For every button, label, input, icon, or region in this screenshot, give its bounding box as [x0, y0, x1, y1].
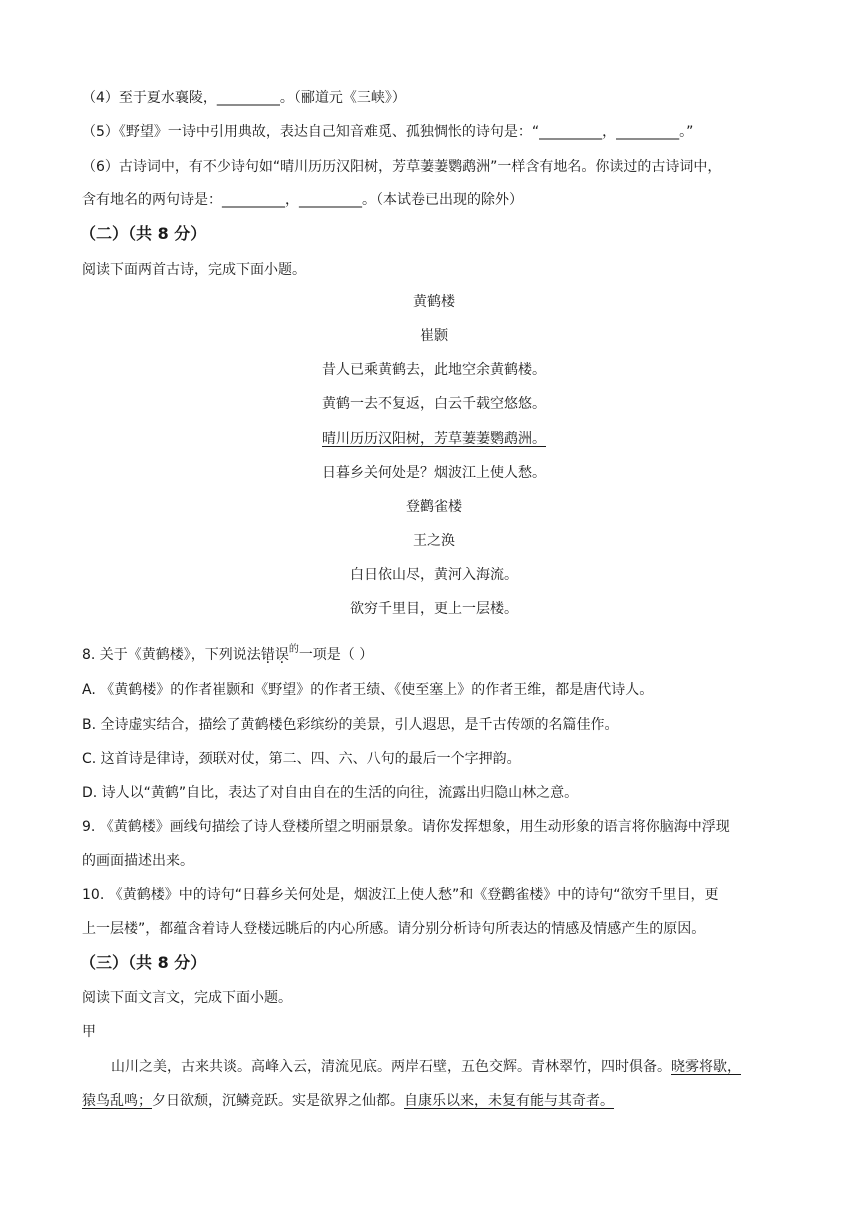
question-9-line1: 9. 《黄鹤楼》画线句描绘了诗人登楼所望之明丽景象。请你发挥想象，用生动形象的语言将你脑海中浮现 [82, 819, 730, 835]
poem1-title: 黄鹤楼 [413, 294, 455, 310]
poem1-line-underlined [0, 429, 868, 449]
fill-item-5: （5）《野望》一诗中引用典故，表达自己知音难觅、孤独惆怅的诗句是：“_________，_________。” [82, 124, 694, 140]
poem1-author: 崔颢 [420, 328, 448, 344]
poem1-line: 日暮乡关何处是？烟波江上使人愁。 [322, 465, 546, 481]
superscript-char: 的 [288, 644, 299, 655]
underlined-verse: 晴川历历汉阳树，芳草萋萋鹦鹉洲。 [322, 431, 546, 447]
poem2-author: 王之涣 [413, 533, 455, 549]
emphasis-char: 错 [260, 647, 275, 663]
option-b: B. 全诗虚实结合，描绘了黄鹤楼色彩缤纷的美景，引人遐思，是千古传颂的名篇佳作。 [82, 717, 619, 733]
section-3-instruction: 阅读下面文言文，完成下面小题。 [82, 990, 292, 1006]
question-10-line1: 10. 《黄鹤楼》中的诗句“日暮乡关何处是，烟波江上使人愁”和《登鹳雀楼》中的诗句“欲穷千里目，更 [82, 887, 719, 903]
poem1-line: 昔人已乘黄鹤去，此地空余黄鹤楼。 [322, 362, 546, 378]
underlined-sentence: 自康乐以来，未复有能与其奇者。 [404, 1093, 614, 1109]
question-9-line2: 的画面描述出来。 [82, 853, 194, 869]
question-8-tail: 一项是（ ） [298, 647, 374, 663]
question-8-stem: 8. 关于《黄鹤楼》，下列说法 [82, 647, 261, 663]
section-3-heading: （三）（共 8 分） [80, 953, 207, 972]
passage-line1 [111, 1057, 741, 1077]
poem2-title: 登鹳雀楼 [406, 499, 462, 515]
option-d: D. 诗人以“黄鹤”自比，表达了对自由自在的生活的向往，流露出归隐山林之意。 [82, 785, 579, 801]
poem2-line: 白日依山尽，黄河入海流。 [350, 567, 518, 583]
poem1-line: 黄鹤一去不复返，白云千载空悠悠。 [322, 396, 546, 412]
passage-text: 夕日欲颓，沉鳞竞跃。实是欲界之仙都。 [152, 1093, 404, 1109]
section-2-heading: （二）（共 8 分） [80, 224, 207, 243]
passage-line2 [82, 1091, 614, 1111]
underlined-phrase: 猿鸟乱鸣； [82, 1093, 152, 1109]
emphasis-char: 误 [274, 647, 289, 663]
question-10-line2: 上一层楼”，都蕴含着诗人登楼远眺后的内心所感。请分别分析诗句所表达的情感及情感产生的原因。 [82, 921, 706, 937]
question-8 [82, 640, 373, 665]
underlined-phrase: 晓雾将歇， [671, 1059, 741, 1075]
passage-label: 甲 [82, 1024, 96, 1040]
option-c: C. 这首诗是律诗，颈联对仗，第二、四、六、八句的最后一个字押韵。 [82, 751, 521, 767]
poem2-line: 欲穷千里目，更上一层楼。 [350, 601, 518, 617]
fill-item-4: （4）至于夏水襄陵，_________。（郦道元《三峡》） [82, 90, 406, 106]
fill-item-6-line2: 含有地名的两句诗是：_________，_________。（本试卷已出现的除外） [82, 192, 523, 208]
option-a: A. 《黄鹤楼》的作者崔颢和《野望》的作者王绩、《使至塞上》的作者王维，都是唐代诗人。 [82, 682, 654, 698]
fill-item-6-line1: （6）古诗词中，有不少诗句如“晴川历历汉阳树，芳草萋萋鹦鹉洲”一样含有地名。你读过的古诗词中， [82, 159, 722, 175]
section-2-instruction: 阅读下面两首古诗，完成下面小题。 [82, 262, 306, 278]
passage-text: 山川之美，古来共谈。高峰入云，清流见底。两岸石壁，五色交辉。青林翠竹，四时俱备。 [111, 1059, 671, 1075]
